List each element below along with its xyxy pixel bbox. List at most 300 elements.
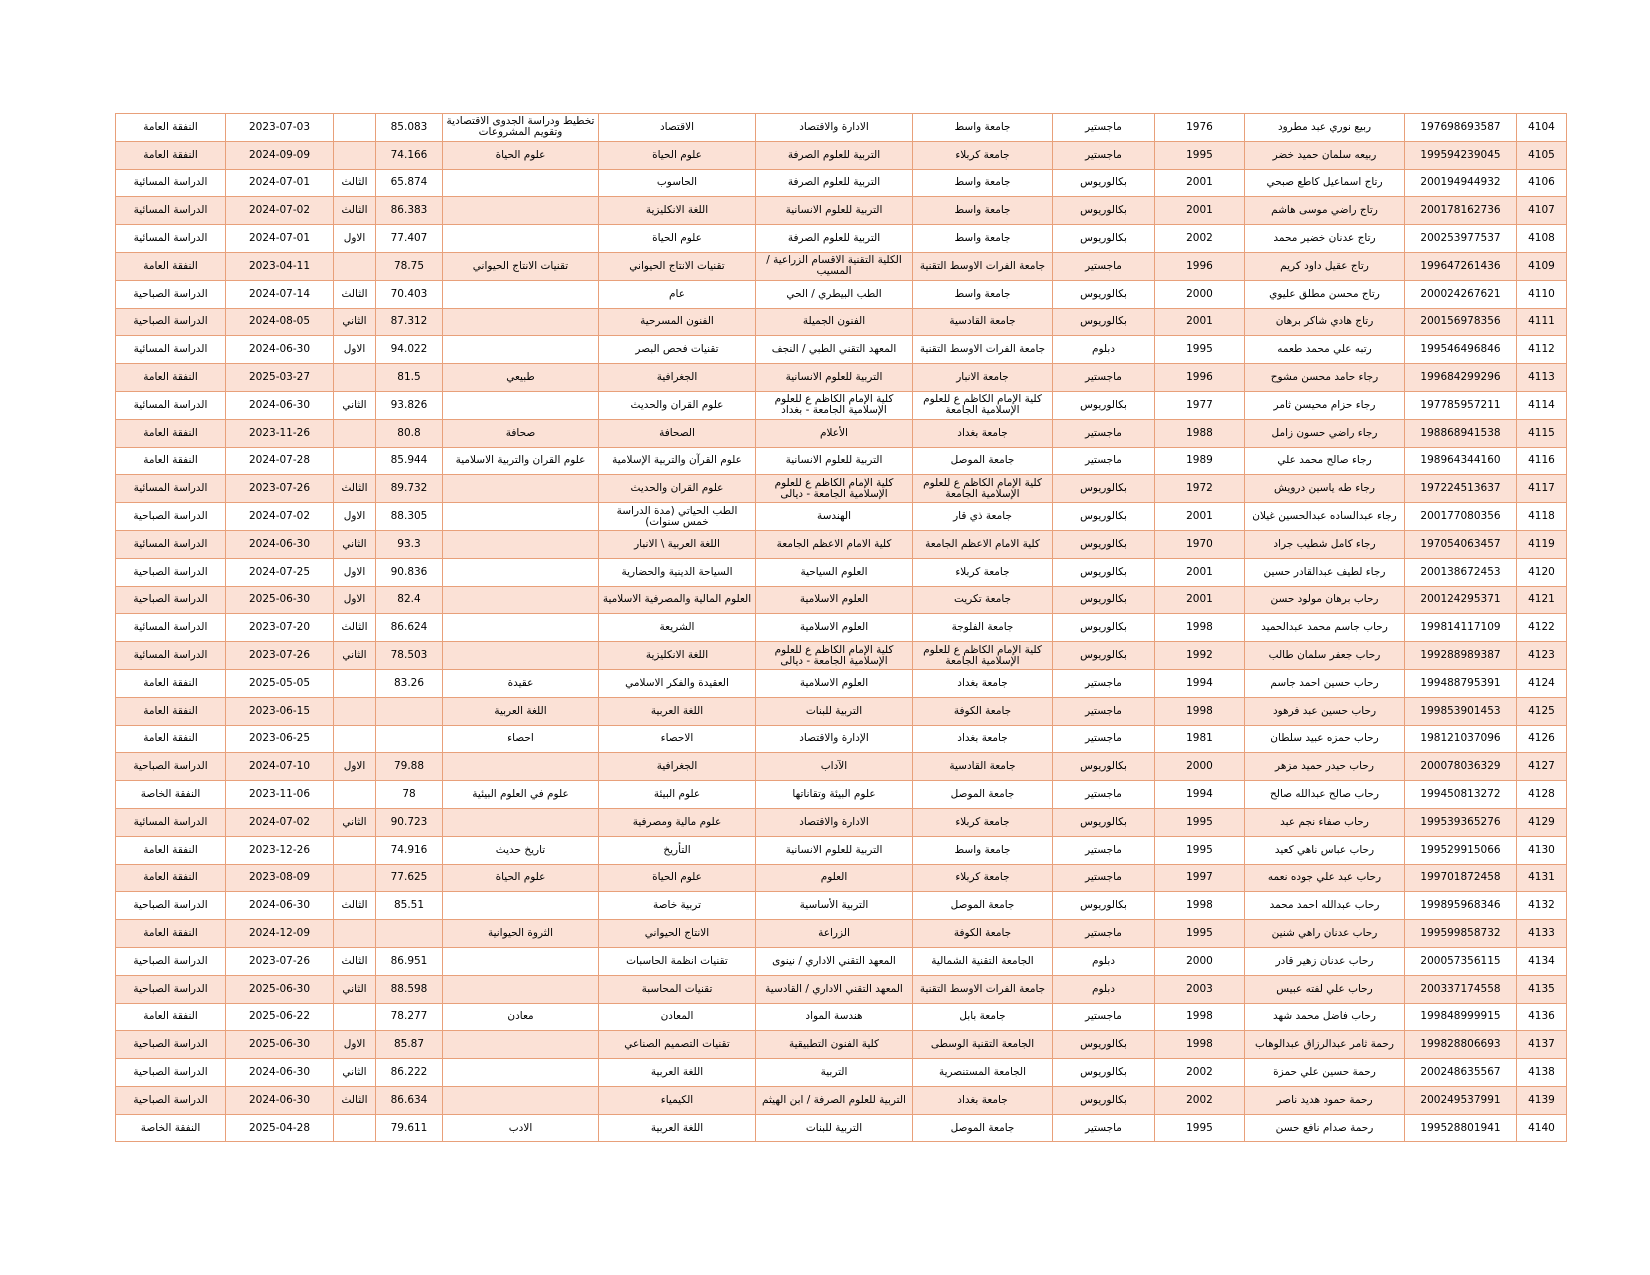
degree-cell: بكالوريوس — [1053, 503, 1155, 531]
national-id-cell: 197785957211 — [1405, 391, 1517, 419]
average-cell: 83.26 — [376, 669, 443, 697]
college-cell: الهندسة — [756, 503, 913, 531]
degree-cell: بكالوريوس — [1053, 1031, 1155, 1059]
specialization-cell — [443, 280, 599, 308]
full-name-cell: رتاج هادي شاكر برهان — [1245, 308, 1405, 336]
degree-cell: بكالوريوس — [1053, 308, 1155, 336]
specialization-cell — [443, 503, 599, 531]
degree-cell: بكالوريوس — [1053, 197, 1155, 225]
college-cell: التربية للعلوم الانسانية — [756, 364, 913, 392]
table-row — [116, 947, 1567, 975]
birth-year-cell: 1997 — [1155, 864, 1245, 892]
national-id-cell: 199701872458 — [1405, 864, 1517, 892]
birth-year-cell: 1998 — [1155, 614, 1245, 642]
graduation-date-cell: 2024-07-28 — [226, 447, 334, 475]
study-type-cell: الدراسة الصباحية — [116, 1031, 226, 1059]
national-id-cell: 199853901453 — [1405, 697, 1517, 725]
average-cell: 86.383 — [376, 197, 443, 225]
national-id-cell: 199684299296 — [1405, 364, 1517, 392]
table-row — [116, 114, 1567, 142]
full-name-cell: رحمة ثامر عبدالرزاق عبدالوهاب — [1245, 1031, 1405, 1059]
national-id-cell: 200253977537 — [1405, 225, 1517, 253]
rank-cell — [334, 669, 376, 697]
specialization-cell — [443, 947, 599, 975]
full-name-cell: رجاء كامل شطيب جراد — [1245, 530, 1405, 558]
university-cell: جامعة الكوفة — [913, 697, 1053, 725]
rank-cell: الاول — [334, 753, 376, 781]
graduation-date-cell: 2024-06-30 — [226, 336, 334, 364]
rank-cell — [334, 1114, 376, 1142]
college-cell: الكلية التقنية الاقسام الزراعية / المسيب — [756, 252, 913, 280]
seq-cell: 4107 — [1517, 197, 1567, 225]
graduation-date-cell: 2023-07-26 — [226, 947, 334, 975]
average-cell: 88.305 — [376, 503, 443, 531]
seq-cell: 4139 — [1517, 1086, 1567, 1114]
graduation-date-cell: 2023-04-11 — [226, 252, 334, 280]
national-id-cell: 197698693587 — [1405, 114, 1517, 142]
average-cell: 65.874 — [376, 169, 443, 197]
birth-year-cell: 1994 — [1155, 781, 1245, 809]
birth-year-cell: 2000 — [1155, 753, 1245, 781]
specialization-cell — [443, 1031, 599, 1059]
table-row — [116, 892, 1567, 920]
rank-cell: الاول — [334, 586, 376, 614]
national-id-cell: 200024267621 — [1405, 280, 1517, 308]
college-cell: الفنون الجميلة — [756, 308, 913, 336]
college-cell: العلوم الاسلامية — [756, 586, 913, 614]
department-cell: علوم مالية ومصرفية — [599, 808, 756, 836]
university-cell: جامعة الفرات الاوسط التقنية — [913, 252, 1053, 280]
college-cell: التربية للعلوم الانسانية — [756, 197, 913, 225]
college-cell: هندسة المواد — [756, 1003, 913, 1031]
graduation-date-cell: 2024-07-02 — [226, 503, 334, 531]
department-cell: علوم الحياة — [599, 141, 756, 169]
degree-cell: ماجستير — [1053, 697, 1155, 725]
department-cell: تقنيات المحاسبة — [599, 975, 756, 1003]
seq-cell: 4111 — [1517, 308, 1567, 336]
rank-cell: الثاني — [334, 642, 376, 670]
birth-year-cell: 1972 — [1155, 475, 1245, 503]
records-table-container — [115, 113, 1555, 1142]
seq-cell: 4135 — [1517, 975, 1567, 1003]
average-cell: 70.403 — [376, 280, 443, 308]
seq-cell: 4122 — [1517, 614, 1567, 642]
degree-cell: ماجستير — [1053, 141, 1155, 169]
specialization-cell — [443, 336, 599, 364]
graduation-date-cell: 2024-08-05 — [226, 308, 334, 336]
university-cell: جامعة الموصل — [913, 781, 1053, 809]
full-name-cell: رحاب عبدالله احمد محمد — [1245, 892, 1405, 920]
study-type-cell: الدراسة المسائية — [116, 169, 226, 197]
rank-cell: الاول — [334, 558, 376, 586]
study-type-cell: الدراسة المسائية — [116, 530, 226, 558]
department-cell: العقيدة والفكر الاسلامي — [599, 669, 756, 697]
college-cell: التربية للعلوم الانسانية — [756, 836, 913, 864]
graduation-date-cell: 2025-04-28 — [226, 1114, 334, 1142]
rank-cell: الثاني — [334, 530, 376, 558]
university-cell: جامعة بغداد — [913, 419, 1053, 447]
graduation-date-cell: 2023-07-20 — [226, 614, 334, 642]
study-type-cell: الدراسة الصباحية — [116, 1086, 226, 1114]
average-cell: 85.87 — [376, 1031, 443, 1059]
rank-cell: الثالث — [334, 475, 376, 503]
study-type-cell: الدراسة المسائية — [116, 391, 226, 419]
university-cell: جامعة الفرات الاوسط التقنية — [913, 975, 1053, 1003]
birth-year-cell: 1995 — [1155, 141, 1245, 169]
university-cell: جامعة واسط — [913, 836, 1053, 864]
study-type-cell: الدراسة الصباحية — [116, 586, 226, 614]
degree-cell: ماجستير — [1053, 836, 1155, 864]
national-id-cell: 197224513637 — [1405, 475, 1517, 503]
university-cell: جامعة بغداد — [913, 1086, 1053, 1114]
birth-year-cell: 1996 — [1155, 252, 1245, 280]
study-type-cell: الدراسة الصباحية — [116, 558, 226, 586]
full-name-cell: رحاب صفاء نجم عبد — [1245, 808, 1405, 836]
rank-cell — [334, 447, 376, 475]
full-name-cell: رحاب عبد علي جوده نعمه — [1245, 864, 1405, 892]
department-cell: عام — [599, 280, 756, 308]
degree-cell: بكالوريوس — [1053, 753, 1155, 781]
specialization-cell — [443, 169, 599, 197]
national-id-cell: 199546496846 — [1405, 336, 1517, 364]
table-row — [116, 364, 1567, 392]
study-type-cell: الدراسة المسائية — [116, 475, 226, 503]
specialization-cell — [443, 225, 599, 253]
seq-cell: 4136 — [1517, 1003, 1567, 1031]
study-type-cell: النفقة العامة — [116, 364, 226, 392]
specialization-cell: علوم الحياة — [443, 141, 599, 169]
national-id-cell: 198964344160 — [1405, 447, 1517, 475]
university-cell: جامعة الفلوجة — [913, 614, 1053, 642]
seq-cell: 4132 — [1517, 892, 1567, 920]
college-cell: المعهد التقني الاداري / القادسية — [756, 975, 913, 1003]
specialization-cell — [443, 892, 599, 920]
average-cell: 77.407 — [376, 225, 443, 253]
birth-year-cell: 2002 — [1155, 225, 1245, 253]
specialization-cell — [443, 530, 599, 558]
study-type-cell: النفقة العامة — [116, 419, 226, 447]
full-name-cell: رحاب حسين احمد جاسم — [1245, 669, 1405, 697]
university-cell: كلية الإمام الكاظم ع للعلوم الإسلامية الجامعة — [913, 642, 1053, 670]
average-cell: 85.51 — [376, 892, 443, 920]
table-row — [116, 280, 1567, 308]
department-cell: اللغة العربية — [599, 1059, 756, 1087]
table-row — [116, 920, 1567, 948]
department-cell: تقنيات فحص البصر — [599, 336, 756, 364]
college-cell: كلية الإمام الكاظم ع للعلوم الإسلامية الجامعة - بغداد — [756, 391, 913, 419]
average-cell: 78 — [376, 781, 443, 809]
degree-cell: ماجستير — [1053, 252, 1155, 280]
table-row — [116, 419, 1567, 447]
full-name-cell: رتاج عدنان خضير محمد — [1245, 225, 1405, 253]
department-cell: الجغرافية — [599, 753, 756, 781]
full-name-cell: رتاج محسن مطلق عليوي — [1245, 280, 1405, 308]
specialization-cell — [443, 1086, 599, 1114]
seq-cell: 4125 — [1517, 697, 1567, 725]
birth-year-cell: 1995 — [1155, 836, 1245, 864]
specialization-cell — [443, 475, 599, 503]
table-row — [116, 586, 1567, 614]
graduation-date-cell: 2023-06-25 — [226, 725, 334, 753]
rank-cell: الثاني — [334, 308, 376, 336]
full-name-cell: رحاب عدنان راهي شنين — [1245, 920, 1405, 948]
birth-year-cell: 1981 — [1155, 725, 1245, 753]
average-cell: 93.3 — [376, 530, 443, 558]
department-cell: اللغة الانكليزية — [599, 197, 756, 225]
full-name-cell: رتبه علي محمد طعمه — [1245, 336, 1405, 364]
table-row — [116, 725, 1567, 753]
seq-cell: 4112 — [1517, 336, 1567, 364]
specialization-cell — [443, 642, 599, 670]
average-cell: 74.916 — [376, 836, 443, 864]
study-type-cell: النفقة الخاصة — [116, 1114, 226, 1142]
graduation-date-cell: 2024-06-30 — [226, 530, 334, 558]
college-cell: التربية — [756, 1059, 913, 1087]
seq-cell: 4119 — [1517, 530, 1567, 558]
degree-cell: ماجستير — [1053, 1114, 1155, 1142]
full-name-cell: رتاج راضي موسى هاشم — [1245, 197, 1405, 225]
table-row — [116, 781, 1567, 809]
specialization-cell — [443, 558, 599, 586]
specialization-cell: علوم القران والتربية الاسلامية — [443, 447, 599, 475]
table-row — [116, 864, 1567, 892]
department-cell: الطب الحياتي (مدة الدراسة خمس سنوات) — [599, 503, 756, 531]
university-cell: كلية الإمام الكاظم ع للعلوم الإسلامية الجامعة — [913, 391, 1053, 419]
university-cell: كلية الامام الاعظم الجامعة — [913, 530, 1053, 558]
full-name-cell: رجاء عبدالساده عبدالحسين غيلان — [1245, 503, 1405, 531]
study-type-cell: الدراسة الصباحية — [116, 892, 226, 920]
rank-cell: الثاني — [334, 975, 376, 1003]
seq-cell: 4121 — [1517, 586, 1567, 614]
specialization-cell — [443, 197, 599, 225]
graduation-date-cell: 2023-07-26 — [226, 642, 334, 670]
college-cell: التربية للبنات — [756, 697, 913, 725]
average-cell: 78.277 — [376, 1003, 443, 1031]
college-cell: العلوم السياحية — [756, 558, 913, 586]
specialization-cell: احصاء — [443, 725, 599, 753]
rank-cell — [334, 836, 376, 864]
seq-cell: 4104 — [1517, 114, 1567, 142]
specialization-cell: تقنيات الانتاج الحيواني — [443, 252, 599, 280]
graduation-date-cell: 2024-07-02 — [226, 808, 334, 836]
department-cell: الصحافة — [599, 419, 756, 447]
college-cell: الادارة والاقتصاد — [756, 808, 913, 836]
graduation-date-cell: 2023-12-26 — [226, 836, 334, 864]
birth-year-cell: 2001 — [1155, 558, 1245, 586]
rank-cell — [334, 114, 376, 142]
graduation-date-cell: 2023-07-26 — [226, 475, 334, 503]
university-cell: الجامعة المستنصرية — [913, 1059, 1053, 1087]
rank-cell: الثاني — [334, 808, 376, 836]
birth-year-cell: 2002 — [1155, 1086, 1245, 1114]
rank-cell: الاول — [334, 503, 376, 531]
university-cell: جامعة الموصل — [913, 1114, 1053, 1142]
seq-cell: 4113 — [1517, 364, 1567, 392]
rank-cell: الثالث — [334, 614, 376, 642]
full-name-cell: رتاج عقيل داود كريم — [1245, 252, 1405, 280]
university-cell: جامعة القادسية — [913, 308, 1053, 336]
college-cell: الإدارة والاقتصاد — [756, 725, 913, 753]
specialization-cell: عقيدة — [443, 669, 599, 697]
degree-cell: ماجستير — [1053, 864, 1155, 892]
study-type-cell: الدراسة الصباحية — [116, 1059, 226, 1087]
table-row — [116, 475, 1567, 503]
specialization-cell: معادن — [443, 1003, 599, 1031]
seq-cell: 4120 — [1517, 558, 1567, 586]
department-cell: الكيمياء — [599, 1086, 756, 1114]
graduation-date-cell: 2024-07-01 — [226, 169, 334, 197]
birth-year-cell: 1998 — [1155, 892, 1245, 920]
full-name-cell: رحاب علي لفته عبيس — [1245, 975, 1405, 1003]
study-type-cell: الدراسة المسائية — [116, 614, 226, 642]
college-cell: كلية الفنون التطبيقية — [756, 1031, 913, 1059]
birth-year-cell: 1995 — [1155, 1114, 1245, 1142]
degree-cell: ماجستير — [1053, 364, 1155, 392]
birth-year-cell: 1977 — [1155, 391, 1245, 419]
full-name-cell: رحمة حمود هديد ناصر — [1245, 1086, 1405, 1114]
birth-year-cell: 2001 — [1155, 197, 1245, 225]
table-row — [116, 391, 1567, 419]
seq-cell: 4106 — [1517, 169, 1567, 197]
study-type-cell: الدراسة المسائية — [116, 225, 226, 253]
full-name-cell: رحاب حمزه عبيد سلطان — [1245, 725, 1405, 753]
table-row — [116, 1086, 1567, 1114]
degree-cell: ماجستير — [1053, 447, 1155, 475]
seq-cell: 4129 — [1517, 808, 1567, 836]
graduation-date-cell: 2024-12-09 — [226, 920, 334, 948]
table-row — [116, 975, 1567, 1003]
college-cell: المعهد التقني الاداري / نينوى — [756, 947, 913, 975]
seq-cell: 4140 — [1517, 1114, 1567, 1142]
study-type-cell: النفقة العامة — [116, 252, 226, 280]
full-name-cell: رحاب عباس ناهي كعيد — [1245, 836, 1405, 864]
full-name-cell: ربيع نوري عبد مطرود — [1245, 114, 1405, 142]
rank-cell — [334, 781, 376, 809]
degree-cell: ماجستير — [1053, 920, 1155, 948]
average-cell: 79.88 — [376, 753, 443, 781]
department-cell: تربية خاصة — [599, 892, 756, 920]
specialization-cell: علوم في العلوم البيئية — [443, 781, 599, 809]
degree-cell: بكالوريوس — [1053, 558, 1155, 586]
college-cell: الآداب — [756, 753, 913, 781]
graduation-date-cell: 2025-06-22 — [226, 1003, 334, 1031]
university-cell: جامعة بغداد — [913, 669, 1053, 697]
full-name-cell: رجاء صالح محمد علي — [1245, 447, 1405, 475]
national-id-cell: 199528801941 — [1405, 1114, 1517, 1142]
department-cell: الفنون المسرحية — [599, 308, 756, 336]
study-type-cell: النفقة العامة — [116, 725, 226, 753]
college-cell: كلية الإمام الكاظم ع للعلوم الإسلامية الجامعة - ديالى — [756, 475, 913, 503]
full-name-cell: رحاب جعفر سلمان طالب — [1245, 642, 1405, 670]
study-type-cell: الدراسة المسائية — [116, 642, 226, 670]
birth-year-cell: 1995 — [1155, 920, 1245, 948]
birth-year-cell: 1998 — [1155, 1031, 1245, 1059]
graduation-date-cell: 2025-06-30 — [226, 1031, 334, 1059]
study-type-cell: الدراسة الصباحية — [116, 975, 226, 1003]
specialization-cell: تخطيط ودراسة الجدوى الاقتصادية وتقويم المشروعات — [443, 114, 599, 142]
degree-cell: بكالوريوس — [1053, 225, 1155, 253]
graduation-date-cell: 2024-07-14 — [226, 280, 334, 308]
rank-cell: الاول — [334, 1031, 376, 1059]
national-id-cell: 197054063457 — [1405, 530, 1517, 558]
department-cell: اللغة العربية \ الانبار — [599, 530, 756, 558]
specialization-cell — [443, 614, 599, 642]
study-type-cell: النفقة العامة — [116, 669, 226, 697]
graduation-date-cell: 2024-07-01 — [226, 225, 334, 253]
seq-cell: 4118 — [1517, 503, 1567, 531]
seq-cell: 4128 — [1517, 781, 1567, 809]
department-cell: علوم الحياة — [599, 864, 756, 892]
table-row — [116, 1003, 1567, 1031]
department-cell: الاقتصاد — [599, 114, 756, 142]
degree-cell: بكالوريوس — [1053, 475, 1155, 503]
graduation-date-cell: 2024-07-02 — [226, 197, 334, 225]
university-cell: الجامعة التقنية الشمالية — [913, 947, 1053, 975]
college-cell: العلوم — [756, 864, 913, 892]
birth-year-cell: 1995 — [1155, 808, 1245, 836]
national-id-cell: 200138672453 — [1405, 558, 1517, 586]
college-cell: العلوم الاسلامية — [756, 614, 913, 642]
table-row — [116, 1031, 1567, 1059]
college-cell: الزراعة — [756, 920, 913, 948]
department-cell: الانتاج الحيواني — [599, 920, 756, 948]
degree-cell: دبلوم — [1053, 336, 1155, 364]
graduation-date-cell: 2025-06-30 — [226, 975, 334, 1003]
study-type-cell: النفقة العامة — [116, 920, 226, 948]
birth-year-cell: 1998 — [1155, 1003, 1245, 1031]
average-cell: 85.083 — [376, 114, 443, 142]
study-type-cell: الدراسة الصباحية — [116, 753, 226, 781]
full-name-cell: رجاء لطيف عبدالقادر حسين — [1245, 558, 1405, 586]
degree-cell: ماجستير — [1053, 669, 1155, 697]
college-cell: الطب البيطري / الحي — [756, 280, 913, 308]
study-type-cell: النفقة الخاصة — [116, 781, 226, 809]
university-cell: جامعة الموصل — [913, 892, 1053, 920]
national-id-cell: 199488795391 — [1405, 669, 1517, 697]
national-id-cell: 199828806693 — [1405, 1031, 1517, 1059]
average-cell: 79.611 — [376, 1114, 443, 1142]
full-name-cell: رحاب حيدر حميد مزهر — [1245, 753, 1405, 781]
graduation-date-cell: 2024-06-30 — [226, 391, 334, 419]
seq-cell: 4131 — [1517, 864, 1567, 892]
degree-cell: بكالوريوس — [1053, 280, 1155, 308]
table-row — [116, 530, 1567, 558]
rank-cell: الثالث — [334, 1086, 376, 1114]
university-cell: جامعة كربلاء — [913, 141, 1053, 169]
degree-cell: ماجستير — [1053, 781, 1155, 809]
specialization-cell: صحافة — [443, 419, 599, 447]
graduation-date-cell: 2024-06-30 — [226, 1059, 334, 1087]
university-cell: جامعة الموصل — [913, 447, 1053, 475]
table-row — [116, 558, 1567, 586]
university-cell: جامعة تكريت — [913, 586, 1053, 614]
university-cell: الجامعة التقنية الوسطى — [913, 1031, 1053, 1059]
rank-cell: الثاني — [334, 391, 376, 419]
degree-cell: بكالوريوس — [1053, 1059, 1155, 1087]
average-cell: 77.625 — [376, 864, 443, 892]
seq-cell: 4138 — [1517, 1059, 1567, 1087]
rank-cell: الثالث — [334, 169, 376, 197]
department-cell: اللغة العربية — [599, 697, 756, 725]
seq-cell: 4114 — [1517, 391, 1567, 419]
department-cell: الاحصاء — [599, 725, 756, 753]
table-row — [116, 753, 1567, 781]
study-type-cell: الدراسة الصباحية — [116, 280, 226, 308]
college-cell: الأعلام — [756, 419, 913, 447]
graduation-date-cell: 2023-11-26 — [226, 419, 334, 447]
birth-year-cell: 2003 — [1155, 975, 1245, 1003]
study-type-cell: الدراسة المسائية — [116, 336, 226, 364]
